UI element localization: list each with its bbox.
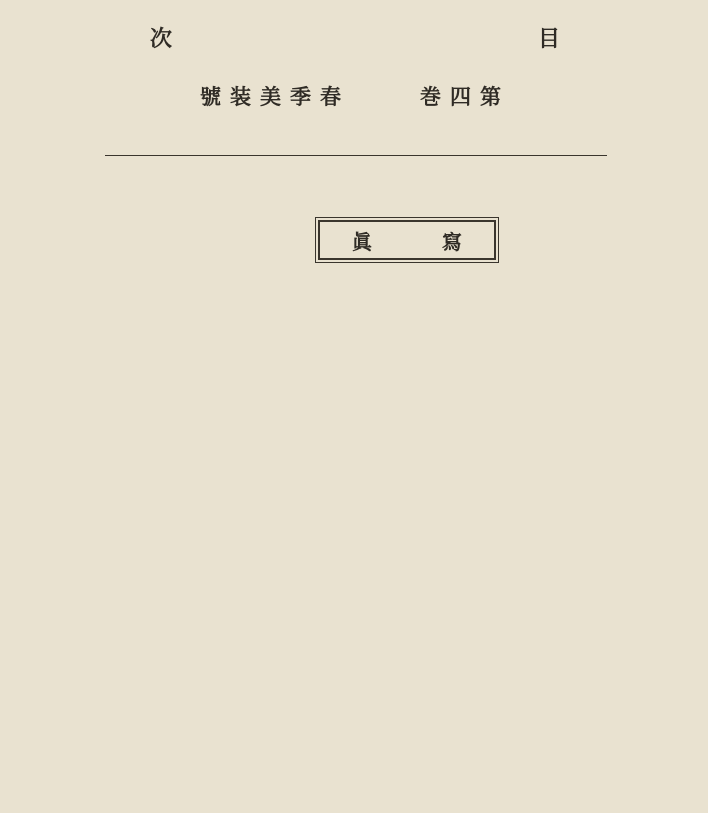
- header-divider: [105, 155, 607, 156]
- title-char-left: 次: [150, 26, 173, 52]
- issue-heading: [200, 86, 510, 107]
- photo-section-heading: [318, 220, 496, 260]
- issue-edition: 號装美季春: [200, 84, 350, 109]
- page-title: [150, 28, 560, 50]
- issue-volume: 巻四第: [420, 84, 510, 109]
- title-char-right: 目: [537, 26, 560, 52]
- photo-heading-char-left: 眞: [352, 229, 372, 254]
- photo-heading-char-right: 寫: [442, 229, 462, 254]
